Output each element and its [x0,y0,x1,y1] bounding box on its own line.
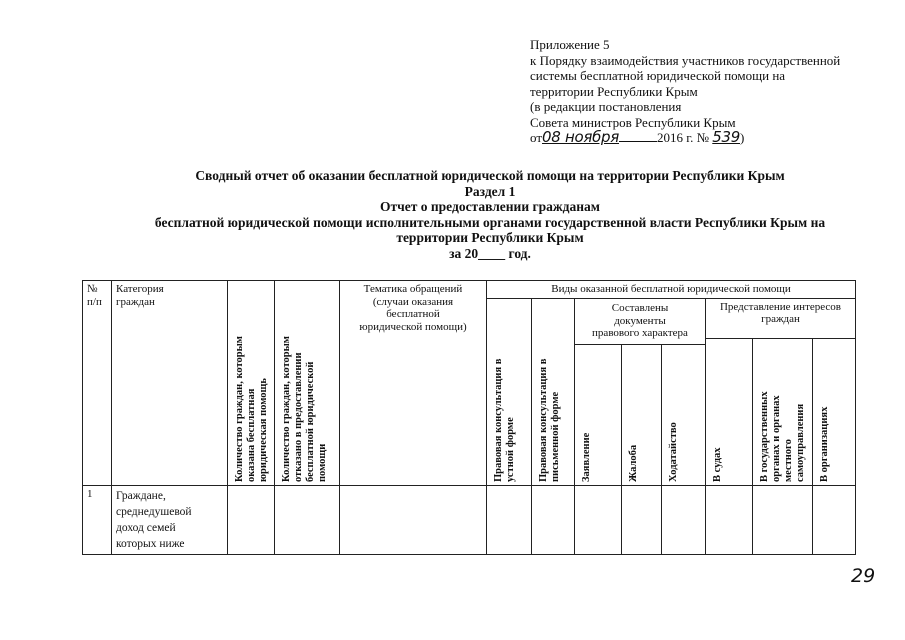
row-num: 1 [83,485,112,554]
data-cell [487,485,532,554]
appendix-header [530,37,890,146]
header-group-represent: Представление интересов граждан [706,298,856,338]
data-cell [340,485,487,554]
data-cell [575,485,622,554]
header-orgs: В организациях [813,338,856,485]
data-cell [228,485,275,554]
header-category: Категория граждан [112,281,228,486]
appendix-line: Приложение 5 [530,37,610,52]
table-row [83,485,856,554]
handwritten-date: 08 ноября [542,128,619,146]
title-line: Отчет о предоставлении гражданам [380,199,600,214]
data-cell [662,485,706,554]
header-complaint: Жалоба [622,344,662,485]
row-category: Граждане, среднедушевой доход семей которых ниже [112,485,228,554]
data-cell [753,485,813,554]
header-oral: Правовая консультация в устной форме [487,298,532,485]
title-line: бесплатной юридической помощи исполнительными органами государственной власти Республики Крым на [154,214,826,230]
date-year: 2016 г. № [656,130,710,145]
header-refused: Количество граждан, которым отказано в предоставлении бесплатной юридической помощи [275,281,340,486]
title-line: Сводный отчет об оказании бесплатной юридической помощи на территории Республики Крым [195,168,785,183]
appendix-line: (в редакции постановления [530,99,682,114]
header-num: № п/п [83,281,112,486]
header-written: Правовая консультация в письменной форме [532,298,575,485]
header-petition: Ходатайство [662,344,706,485]
handwritten-number: 539 [712,128,740,146]
title-line: Раздел 1 [464,183,516,199]
data-cell [813,485,856,554]
report-title [90,168,890,261]
header-group-docs: Составлены документы правового характера [575,298,706,344]
appendix-line: системы бесплатной юридической помощи на [530,68,786,83]
appendix-line: Совета министров Республики Крым [530,114,736,130]
header-courts: В судах [706,338,753,485]
data-cell [275,485,340,554]
title-line: территории Республики Крым [396,230,584,245]
appendix-date-line [530,130,890,146]
date-suffix: ) [740,130,745,145]
date-prefix: от [530,130,543,145]
data-cell [706,485,753,554]
title-line: за 20____ год. [449,245,531,261]
appendix-line: территории Республики Крым [530,83,698,99]
data-cell [622,485,662,554]
header-group-types: Виды оказанной бесплатной юридической помощи [487,281,856,299]
header-provided: Количество граждан, которым оказана бесплатная юридическая помощь [228,281,275,486]
date-underline [619,141,657,142]
header-statement: Заявление [575,344,622,485]
report-table [82,280,856,555]
page-number: 29 [851,565,876,587]
data-cell [532,485,575,554]
appendix-line: к Порядку взаимодействия участников государственной [530,52,841,68]
header-gov: В государственных органах и органах местного самоуправления [753,338,813,485]
header-topic: Тематика обращений (случаи оказания бесплатной юридической помощи) [340,281,487,486]
